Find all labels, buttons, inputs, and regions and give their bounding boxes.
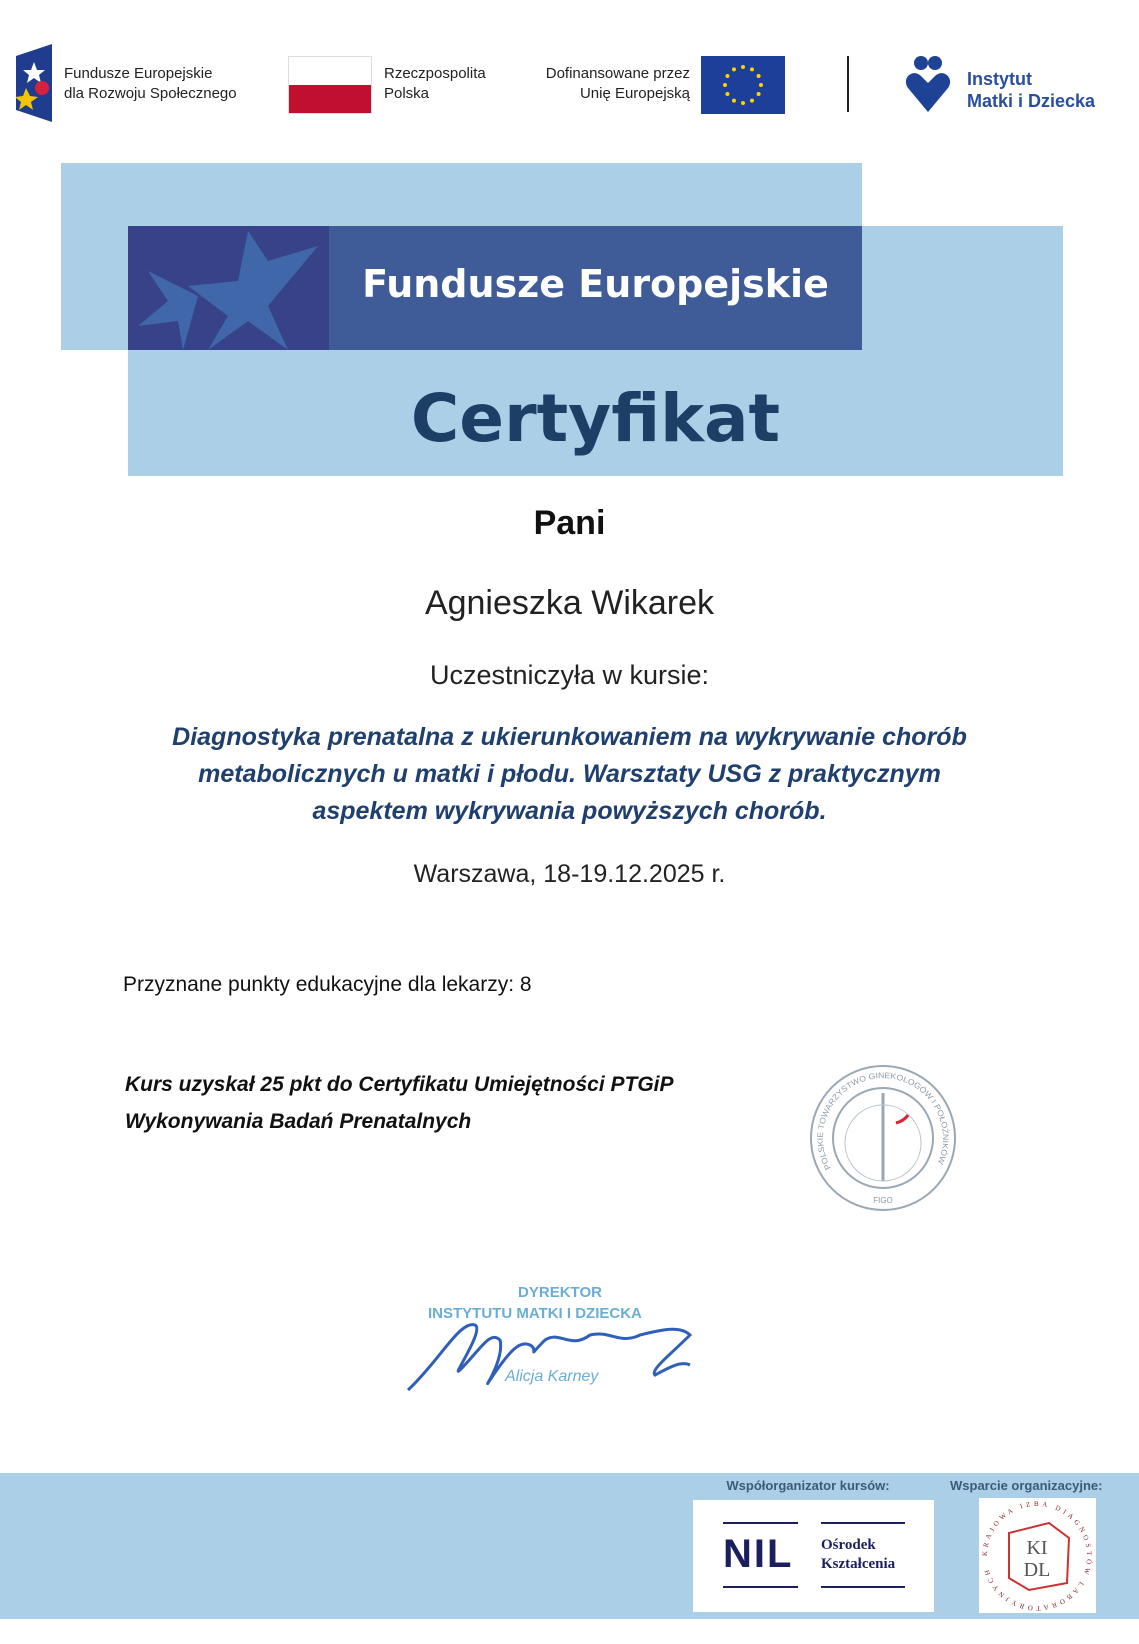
course-line: Diagnostyka prenatalna z ukierunkowaniem na wykrywanie chorób — [172, 723, 967, 751]
eu-logo-line2: Unię Europejską — [579, 85, 690, 102]
eu-logo-line1: Dofinansowane przez — [545, 65, 690, 82]
nil-line2: Kształcenia — [821, 1556, 896, 1572]
signature-name: Alicja Karney — [505, 1368, 599, 1385]
ptgip-seal-icon — [808, 1063, 958, 1213]
eu-flag-icon — [701, 56, 785, 114]
nil-line1: Ośrodek — [821, 1537, 876, 1553]
kidl-ring-text: KRAJOWA IZBA DIAGNOSTÓW LABORATORYJNYCH — [980, 1499, 1094, 1613]
kidl-logo — [979, 1498, 1096, 1613]
fe-logo-line2: dla Rozwoju Społecznego — [64, 85, 237, 102]
kidl-emblem-icon — [979, 1498, 1096, 1613]
signature-title2: INSTYTUTU MATKI I DZIECKA — [428, 1305, 642, 1322]
signature-title1: DYREKTOR — [518, 1284, 602, 1301]
banner-program-title: Fundusze Europejskie — [362, 262, 829, 306]
eu-star — [750, 67, 754, 71]
participated-label: Uczestniczyła w kursie: — [429, 660, 710, 690]
pl-logo-line2: Polska — [384, 85, 430, 102]
kidl-abbr1: KI — [1026, 1537, 1048, 1559]
course-line: aspektem wykrywania powyższych chorób. — [312, 797, 827, 825]
director-signature — [400, 1284, 720, 1414]
support-label: Wsparcie organizacyjne: — [950, 1478, 1103, 1493]
ptgip-line: Wykonywania Badań Prenatalnych — [125, 1110, 472, 1133]
education-points: Przyznane punkty edukacyjne dla lekarzy: 8 — [123, 973, 532, 996]
eu-star — [732, 99, 736, 103]
place-date: Warszawa, 18-19.12.2025 r. — [413, 860, 726, 888]
nil-abbr: NIL — [723, 1532, 794, 1576]
eu-logo-text — [525, 64, 690, 104]
imid-logo-line1: Instytut — [967, 69, 1032, 89]
ptgip-note — [125, 1066, 785, 1140]
pl-logo-line1: Rzeczpospolita — [384, 65, 486, 82]
seal-bottom-text: FIGO — [873, 1196, 893, 1205]
fe-logo-line1: Fundusze Europejskie — [64, 65, 213, 82]
kidl-abbr2: DL — [1023, 1559, 1051, 1581]
participant-name: Agnieszka Wikarek — [424, 584, 715, 622]
pl-flag-icon — [288, 56, 372, 114]
fe-flag-icon — [14, 44, 54, 122]
eu-stars-pattern-icon — [128, 226, 329, 350]
eu-star — [759, 83, 763, 87]
eu-star — [741, 101, 745, 105]
course-title — [0, 719, 1139, 830]
pl-flag-logo — [288, 56, 488, 116]
certificate-title: Certyfikat — [410, 380, 781, 457]
eu-star — [725, 74, 729, 78]
eu-star — [750, 99, 754, 103]
divider — [847, 56, 849, 112]
footer-band — [0, 1473, 1139, 1619]
course-line: metabolicznych u matki i płodu. Warsztaty USG z praktycznym — [198, 760, 941, 788]
imid-logo — [905, 54, 1135, 118]
nil-logo — [693, 1500, 934, 1612]
imid-logo-line2: Matki i Dziecka — [967, 91, 1096, 111]
ptgip-line: Kurs uzyskał 25 pkt do Certyfikatu Umiejętności PTGiP — [125, 1073, 674, 1096]
fe-logo — [14, 44, 264, 122]
imid-heart-icon — [905, 54, 951, 114]
salutation: Pani — [533, 504, 606, 542]
seal-ring-text: POLSKIE TOWARZYSTWO GINEKOLOGÓW I POŁOŻNIKÓW — [815, 1071, 951, 1172]
eu-star — [741, 65, 745, 69]
coorganizer-label: Współorganizator kursów: — [726, 1478, 890, 1493]
eu-star — [757, 74, 761, 78]
eu-star — [725, 92, 729, 96]
eu-star — [723, 83, 727, 87]
eu-star — [757, 92, 761, 96]
eu-star — [732, 67, 736, 71]
